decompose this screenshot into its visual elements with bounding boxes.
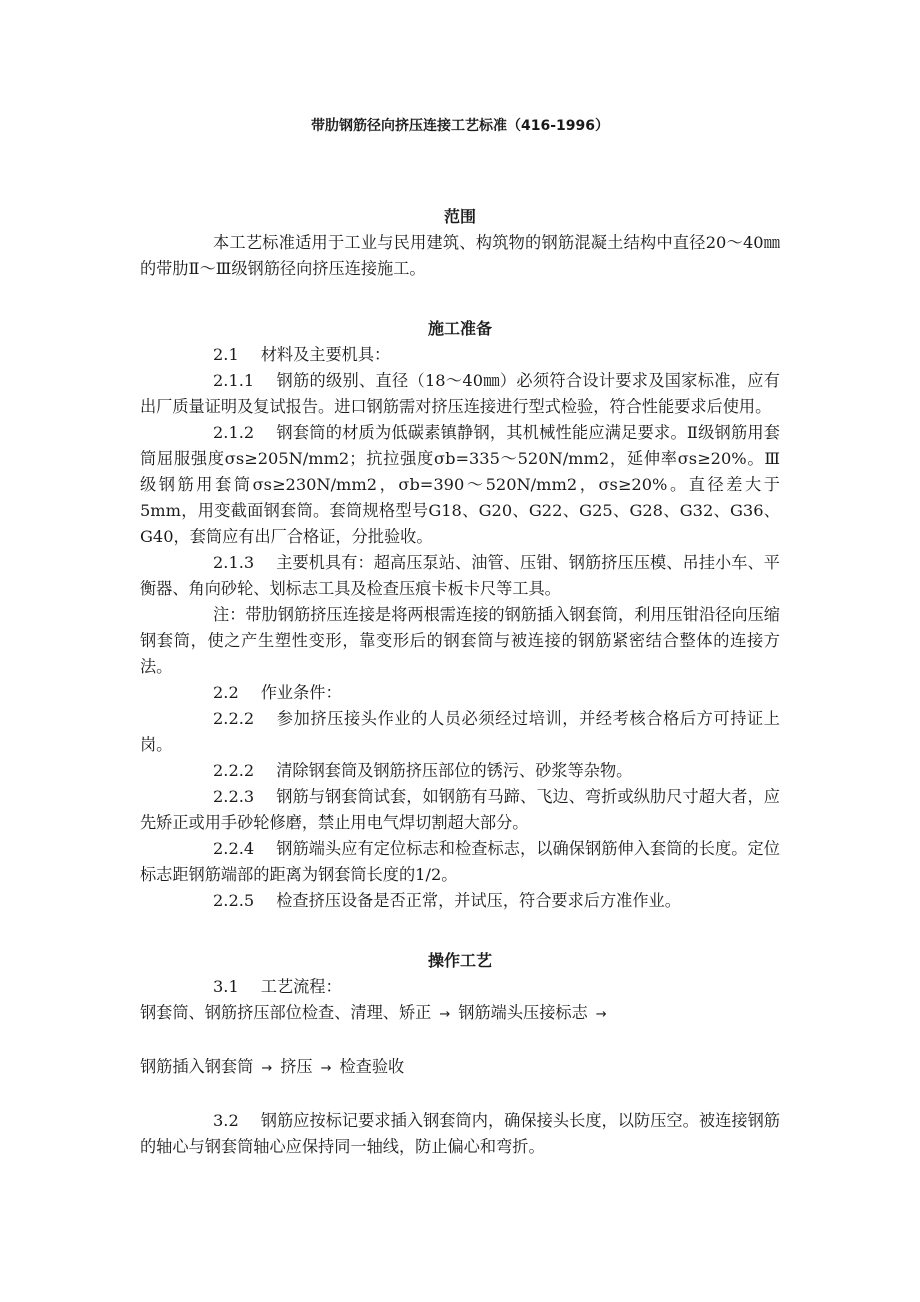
flow-step-5: 检查验收: [339, 1057, 405, 1076]
flow-arrow-icon: →: [320, 1061, 332, 1076]
clause-text: 检查挤压设备是否正常，并试压，符合要求后方准作业。: [276, 891, 681, 910]
spacer: [140, 1028, 780, 1054]
clause-number: 2.2.2: [213, 761, 255, 780]
process-flow-line-1: [140, 1000, 780, 1028]
clause-number: 2.2.3: [213, 787, 255, 806]
clause-number: 2.2.2: [213, 709, 255, 728]
clause-text: 钢筋端头应有定位标志和检查标志，以确保钢筋伸入套筒的长度。定位标志距钢筋端部的距离为钢套筒长度的1/2。: [140, 839, 780, 884]
clause-number: 3.1: [213, 977, 239, 996]
scope-paragraph: 本工艺标准适用于工业与民用建筑、构筑物的钢筋混凝土结构中直径20～40㎜的带肋Ⅱ～Ⅲ级钢筋径向挤压连接施工。: [140, 233, 780, 278]
clause-text: 钢筋应按标记要求插入钢套筒内，确保接头长度，以防压空。被连接钢筋的轴心与钢套筒轴心应保持同一轴线，防止偏心和弯折。: [140, 1111, 780, 1156]
section-heading-scope: 范围: [443, 207, 476, 226]
spacer: [140, 914, 780, 948]
clause-text: 钢筋与钢套筒试套，如钢筋有马蹄、飞边、弯折或纵肋尺寸超大者，应先矫正或用手砂轮修磨，禁止用电气焊切割超大部分。: [140, 787, 780, 832]
clause-2-2-5: [140, 888, 780, 914]
clause-text: 主要机具有：超高压泵站、油管、压钳、钢筋挤压压模、吊挂小车、平衡器、角向砂轮、划标志工具及检查压痕卡板卡尺等工具。: [140, 553, 780, 598]
clause-number: 2.2.5: [213, 891, 255, 910]
clause-number: 2.1: [213, 345, 239, 364]
flow-arrow-icon: →: [261, 1061, 273, 1076]
clause-2-2-3: [140, 784, 780, 836]
clause-number: 3.2: [213, 1111, 239, 1130]
clause-number: 2.2: [213, 683, 239, 702]
flow-step-2: 钢筋端头压接标志: [458, 1003, 588, 1022]
clause-text: 钢筋的级别、直径（18～40㎜）必须符合设计要求及国家标准，应有出厂质量证明及复试报告。进口钢筋需对挤压连接进行型式检验，符合性能要求后使用。: [140, 371, 780, 416]
clause-text: 钢套筒的材质为低碳素镇静钢，其机械性能应满足要求。Ⅱ级钢筋用套筒屈服强度σs≥205N/mm2；抗拉强度σb=335～520N/mm2，延伸率σs≥20%。Ⅲ级钢筋用套筒σs≥230N/mm2，σb=390～520N/mm2，σs≥20%。直径差大于5mm，用变截面钢套筒。套筒规格型号G18、G20、G22、G25、G28、G32、G36、G40，套筒应有出厂合格证，分批验收。: [140, 423, 780, 546]
section-heading-operation: 操作工艺: [427, 951, 492, 970]
clause-number: 2.2.4: [213, 839, 255, 858]
flow-step-3: 钢筋插入钢套筒: [140, 1057, 254, 1076]
clause-2-1: [140, 342, 780, 368]
document-body: [140, 204, 780, 1160]
document-title: 带肋钢筋径向挤压连接工艺标准（416-1996）: [311, 118, 609, 134]
clause-2-2-2-b: [140, 758, 780, 784]
clause-3-2: [140, 1108, 780, 1160]
clause-number: 2.1.2: [213, 423, 255, 442]
clause-3-1: [140, 974, 780, 1000]
clause-2-1-1: [140, 368, 780, 420]
clause-text: 参加挤压接头作业的人员必须经过培训，并经考核合格后方可持证上岗。: [140, 709, 780, 754]
spacer: [140, 1082, 780, 1108]
process-flow-line-2: [140, 1054, 780, 1082]
clause-text: 清除钢套筒及钢筋挤压部位的锈污、砂浆等杂物。: [276, 761, 633, 780]
flow-arrow-icon: →: [595, 1007, 607, 1022]
clause-text: 作业条件：: [260, 683, 342, 702]
clause-2-1-3: [140, 550, 780, 602]
clause-number: 2.1.3: [213, 553, 255, 572]
flow-step-1: 钢套筒、钢筋挤压部位检查、清理、矫正: [140, 1003, 432, 1022]
clause-2-2-4: [140, 836, 780, 888]
clause-number: 2.1.1: [213, 371, 255, 390]
clause-2-1-2: [140, 420, 780, 550]
flow-arrow-icon: →: [439, 1007, 451, 1022]
clause-2-2-2-a: [140, 706, 780, 758]
clause-2-2: [140, 680, 780, 706]
clause-text: 材料及主要机具：: [260, 345, 391, 364]
note-paragraph: 注：带肋钢筋挤压连接是将两根需连接的钢筋插入钢套筒，利用压钳沿径向压缩钢套筒，使之产生塑性变形，靠变形后的钢套筒与被连接的钢筋紧密结合整体的连接方法。: [140, 605, 780, 676]
section-heading-preparation: 施工准备: [427, 319, 492, 338]
flow-step-4: 挤压: [280, 1057, 313, 1076]
spacer: [140, 282, 780, 316]
clause-text: 工艺流程：: [260, 977, 342, 996]
